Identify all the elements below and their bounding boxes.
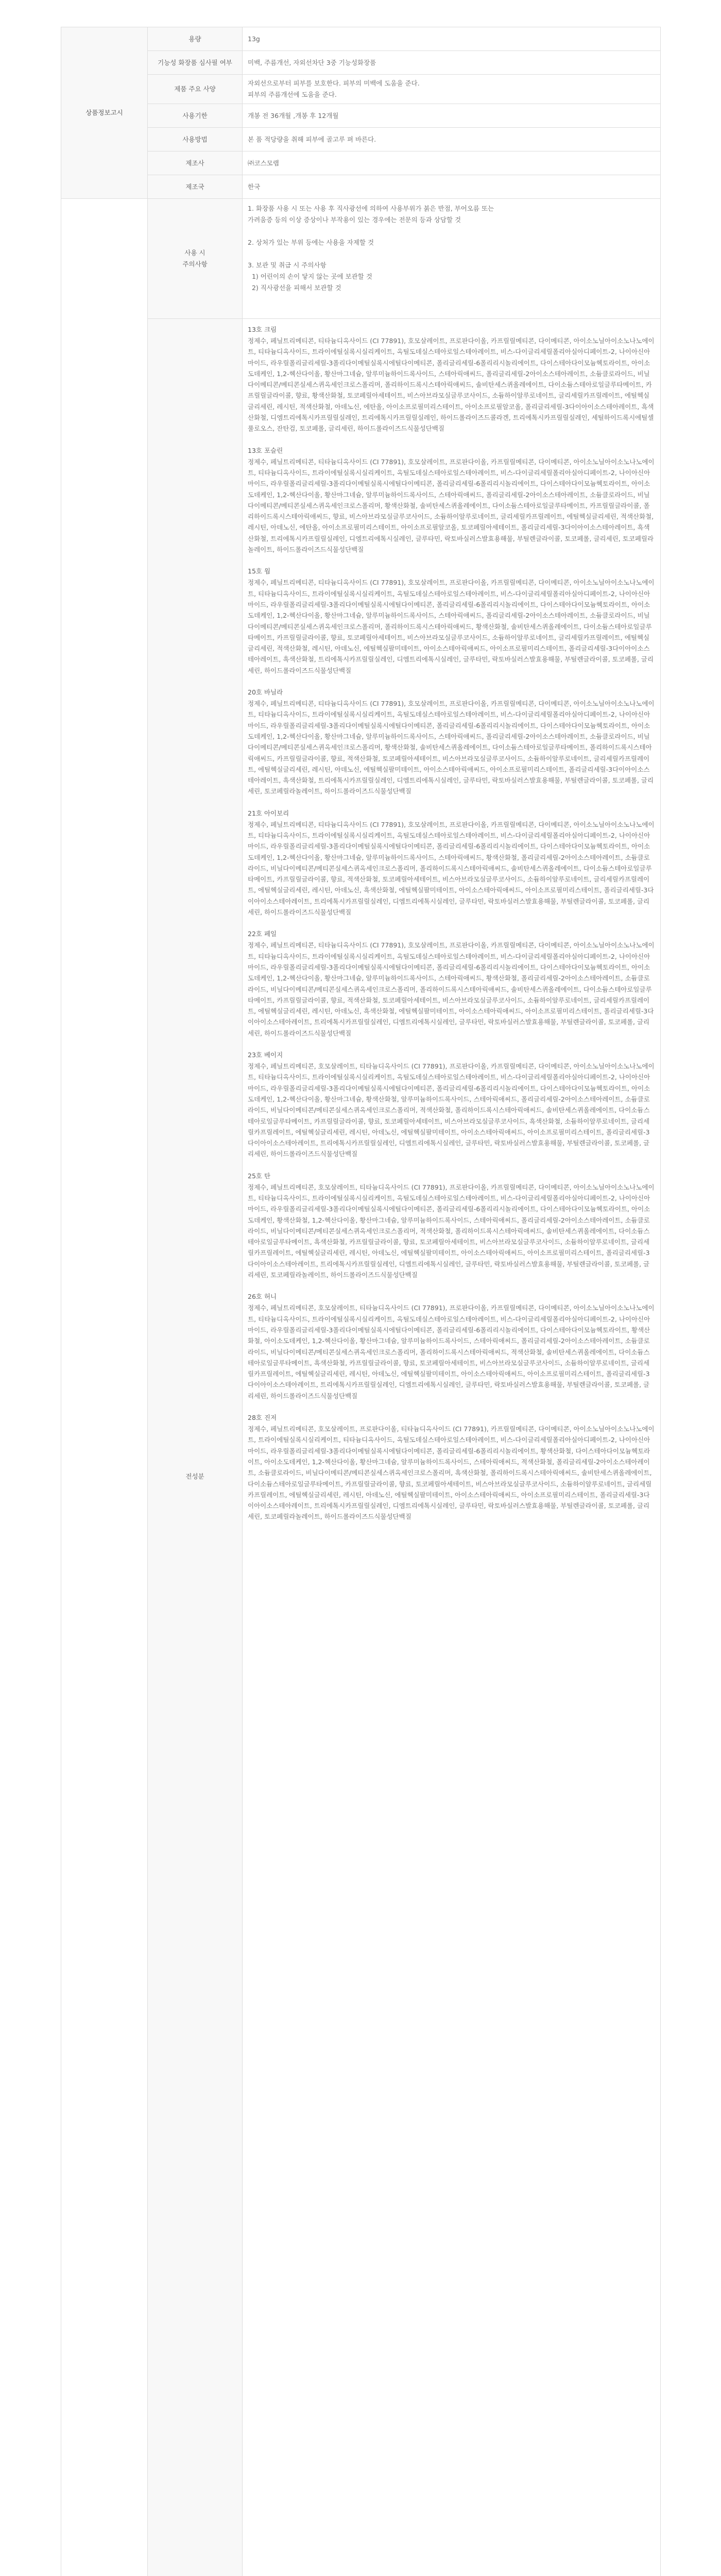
ingredient-block [248, 324, 655, 434]
country-label: 제조국 [148, 175, 243, 199]
row-usage [61, 128, 661, 151]
shade-ingredients: 정제수, 페닐트리메티콘, 호모살레이트, 티타늄디옥사이드 (CI 77891), 프로판다이올, 카프릴릴메티콘, 다이메티콘, 아이소노닐아이소노나노에이트, 티타늄디옥사이드, 트라이에틸실록시실리케이트, 옥틸도데실스테아로일스테아레이트, 비스-다이글리세릴폴리아실아디페이트-2, 나이아신아마이드, 라우릴폴리글리세릴-3폴리다이메틸실록시에틸다이메티콘, 폴리글리세릴-6폴리리시놀리에이트, 다이스테아다이모늄헥토라이트, 아이소도데케인, 황색산화철, 1,2-헥산다이올, 황산마그네슘, 알루미늄하이드록사이드, 스테아릭애씨드, 폴리글리세릴-2아이소스테아레이트, 소듐클로라이드, 비닐다이메티콘/메티콘실세스퀴옥세인크로스폴리머, 적색산화철, 폴리하이드록시스테아릭애씨드, 솔비탄세스퀴올레에이트, 다이소듐스테아로일글루타메이트, 흑색산화철, 카프릴릴글라이콜, 향료, 토코페릴아세테이트, 비스아브라모실글루코사이드, 소듐하이알루로네이트, 글리세릴카프릴레이트, 에틸헥실글리세린, 레시틴, 아데노신, 에틸헥실팔미테이트, 아이소스테아릭애씨드, 아이소프로필미리스테이트, 폴리글리세릴-3다이아이소스테아레이트, 트리에톡시카프릴릴실레인, 디엠트리에톡시실레인, 글루타민, 락토바실러스발효용해물, 부틸렌글라이콜, 토코페롤, 글리세린, 토코페릴라놀레이트, 하이드롤라이즈드식물성단백질 [248, 1183, 655, 1279]
usage-value: 본 품 적당량을 취해 피부에 골고루 펴 바른다. [243, 128, 661, 151]
shade-ingredients: 정제수, 페닐트리메티콘, 호모살레이트, 티타늄디옥사이드 (CI 77891), 프로판다이올, 카프릴릴메티콘, 다이메티콘, 아이소노닐아이소노나노에이트, 티타늄디옥사이드, 트라이에틸실록시실리케이트, 옥틸도데실스테아로일스테아레이트, 비스-다이글리세릴폴리아실아디페이트-2, 나이아신아마이드, 라우릴폴리글리세릴-3폴리다이메틸실록시에틸다이메티콘, 폴리글리세릴-6폴리리시놀리에이트, 다이스테아다이모늄헥토라이트, 아이소도데케인, 1,2-헥산다이올, 황산마그네슘, 황색산화철, 알루미늄하이드록사이드, 스테아릭애씨드, 폴리글리세릴-2아이소스테아레이트, 소듐클로라이드, 비닐다이메티콘/메티콘실세스퀴옥세인크로스폴리머, 적색산화철, 폴리하이드록시스테아릭애씨드, 솔비탄세스퀴올레에이트, 다이소듐스테아로일글루타메이트, 카프릴릴글라이콜, 향료, 토코페릴아세테이트, 비스아브라모실글루코사이드, 흑색산화철, 소듐하이알루로네이트, 글리세릴카프릴레이트, 에틸헥실글리세린, 레시틴, 아데노신, 에틸헥실팔미테이트, 아이소스테아릭애씨드, 아이소프로필미리스테이트, 폴리글리세릴-3다이아이소스테아레이트, 트리에톡시카프릴릴실레인, 디엠트리에톡시실레인, 글루타민, 락토바실러스발효용해물, 부틸렌글라이콜, 토코페롤, 글리세린, 하이드롤라이즈드식물성단백질 [248, 1062, 655, 1158]
shade-title: 22호 페일 [248, 930, 277, 938]
ingredients-list [243, 319, 661, 2576]
ingredient-block [248, 445, 655, 555]
row-manufacturer [61, 151, 661, 175]
shade-ingredients: 정제수, 페닐트리메티콘, 티타늄디옥사이드 (CI 77891), 호모살레이트, 프로판다이올, 카프릴릴메티콘, 다이메티콘, 아이소노닐아이소노나노에이트, 티타늄디옥사이드, 트라이에틸실록시실리케이트, 옥틸도데실스테아로일스테아레이트, 비스-다이글리세릴폴리아실아디페이트-2, 나이아신아마이드, 라우릴폴리글리세릴-3폴리다이메틸실록시에틸다이메티콘, 폴리글리세릴-6폴리리시놀리에이트, 다이스테아다이모늄헥토라이트, 아이소도데케인, 1,2-헥산다이올, 황산마그네슘, 알루미늄하이드록사이드, 스테아릭애씨드, 황색산화철, 폴리글리세릴-2아이소스테아레이트, 소듐클로라이드, 비닐다이메티콘/메티콘실세스퀴옥세인크로스폴리머, 폴리하이드록시스테아릭애씨드, 솔비탄세스퀴올레에이트, 다이소듐스테아로일글루타메이트, 카프릴릴글라이콜, 향료, 적색산화철, 토코페릴아세테이트, 비스아브라모실글루코사이드, 소듐하이알루로네이트, 글리세릴카프릴레이트, 에틸헥실글리세린, 레시틴, 아데노신, 흑색산화철, 에틸헥실팔미테이트, 아이소스테아릭애씨드, 아이소프로필미리스테이트, 폴리글리세릴-3다이아이소스테아레이트, 트리에톡시카프릴릴실레인, 디엠트리에톡시실레인, 글루타민, 락토바실러스발효용해물, 부틸렌글라이콜, 토코페롤, 글리세린, 하이드롤라이즈드식물성단백질 [248, 820, 655, 917]
capacity-label: 용량 [148, 27, 243, 51]
manufacturer-value: ㈜코스모랩 [243, 151, 661, 175]
shade-title: 13호 크림 [248, 326, 277, 333]
row-capacity [61, 27, 661, 51]
ingredient-block [248, 1412, 655, 1522]
main-spec-label: 제품 주요 사양 [148, 75, 243, 104]
usage-label: 사용방법 [148, 128, 243, 151]
blank-section-cell [61, 199, 148, 2576]
shade-ingredients: 정제수, 페닐트리메티콘, 티타늄디옥사이드 (CI 77891), 호모살레이트, 프로판다이올, 카프릴릴메티콘, 다이메티콘, 아이소노닐아이소노나노에이트, 티타늄디옥사이드, 트라이에틸실록시실리케이트, 옥틸도데실스테아로일스테아레이트, 비스-다이글리세릴폴리아실아디페이트-2, 나이아신아마이드, 라우릴폴리글리세릴-3폴리다이메틸실록시에틸다이메티콘, 폴리글리세릴-6폴리리시놀리에이트, 다이스테아다이모늄헥토라이트, 아이소도데케인, 1,2-헥산다이올, 황산마그네슘, 알루미늄하이드록사이드, 스테아릭애씨드, 폴리글리세릴-2아이소스테아레이트, 소듐클로라이드, 비닐다이메티콘/메티콘실세스퀴옥세인크로스폴리머, 폴리하이드록시스테아릭애씨드, 솔비탄세스퀴올레에이트, 다이소듐스테아로일글루타메이트, 카프릴릴글라이콜, 향료, 황색산화철, 토코페릴아세테이트, 비스아브라모실글루코사이드, 소듐하이알루로네이트, 글리세릴카프릴레이트, 에틸헥실글리세린, 레시틴, 적색산화철, 아데노신, 에탄올, 아이소프로필미리스테이트, 아이소프로필알코올, 폴리글리세릴-3다이아이소스테아레이트, 흑색산화철, 디엠트리에톡시카프릴릴실레인, 트리에톡시카프릴릴실레인, 하이드롤라이즈드콜라겐, 트리에톡시카프릴릴실레인, 세틸하이드록시에틸셀룰로오스, 잔탄검, 토코페롤, 글리세린, 하이드롤라이즈드식물성단백질 [248, 337, 655, 433]
ingredient-block [248, 566, 655, 676]
caution-text: 1. 화장품 사용 시 또는 사용 후 직사광선에 의하여 사용부위가 붉은 반점, 부어오름 또는 가려움증 등의 이상 증상이나 부작용이 있는 경우에는 전문의 등과 상담할 것 2. 상처가 있는 부위 등에는 사용을 자제할 것 3. 보관 및 취급 시 주의사항 1) 어린이의 손이 닿지 않는 곳에 보관할 것 2) 직사광선을 피해서 보관할 것 [243, 199, 661, 319]
expiry-value: 개봉 전 36개월 ,개봉 후 12개월 [243, 104, 661, 128]
shade-ingredients: 정제수, 페닐트리메티콘, 티타늄디옥사이드 (CI 77891), 호모살레이트, 프로판다이올, 카프릴릴메티콘, 다이메티콘, 아이소노닐아이소노나노에이트, 티타늄디옥사이드, 트라이에틸실록시실리케이트, 옥틸도데실스테아로일스테아레이트, 비스-다이글리세릴폴리아실아디페이트-2, 나이아신아마이드, 라우릴폴리글리세릴-3폴리다이메틸실록시에틸다이메티콘, 폴리글리세릴-6폴리리시놀리에이트, 다이스테아다이모늄헥토라이트, 아이소도데케인, 1,2-헥산다이올, 황산마그네슘, 알루미늄하이드록사이드, 스테아릭애씨드, 폴리글리세릴-2아이소스테아레이트, 소듐클로라이드, 비닐다이메티콘/메티콘실세스퀴옥세인크로스폴리머, 황색산화철, 솔비탄세스퀴올레에이트, 다이소듐스테아로일글루타메이트, 카프릴릴글라이콜, 폴리하이드록시스테아릭애씨드, 향료, 비스아브라모실글루코사이드, 소듐하이알루로네이트, 글리세릴카프릴레이트, 에틸헥실글리세린, 적색산화철, 레시틴, 아데노신, 에탄올, 아이소프로필미리스테이트, 아이소프로필알코올, 토코페릴아세테이트, 폴리글리세릴-3다이아이소스테아레이트, 흑색산화철, 트리에톡시카프릴릴실레인, 디엠트리에톡시실레인, 글루타민, 락토바실러스발효용해물, 부틸렌글라이콜, 토코페롤, 글리세린, 토코페릴라놀레이트, 하이드롤라이즈드식물성단백질 [248, 457, 655, 554]
row-main-spec [61, 75, 661, 104]
shade-title: 15호 웜 [248, 567, 271, 575]
row-functional-review [61, 51, 661, 75]
functional-review-value: 미백, 주름개선, 자외선차단 3중 기능성화장품 [243, 51, 661, 75]
ingredient-block [248, 1049, 655, 1160]
country-value: 한국 [243, 175, 661, 199]
row-caution [61, 199, 661, 319]
shade-title: 26호 허니 [248, 1293, 277, 1301]
shade-title: 20호 바닐라 [248, 688, 283, 697]
shade-ingredients: 정제수, 페닐트리메티콘, 호모살레이트, 프로판다이올, 티타늄디옥사이드 (CI 77891), 카프릴릴메티콘, 다이메티콘, 아이소노닐아이소노나노에이트, 트라이에틸실록시실리케이트, 티타늄디옥사이드, 옥틸도데실스테아로일스테아레이트, 비스-다이글리세릴폴리아실아디페이트-2, 나이아신아마이드, 라우릴폴리글리세릴-3폴리다이메틸실록시에틸다이메티콘, 폴리글리세릴-6폴리리시놀리에이트, 황색산화철, 다이스테아다이모늄헥토라이트, 아이소도데케인, 1,2-헥산다이올, 황산마그네슘, 알루미늄하이드록사이드, 스테아릭애씨드, 적색산화철, 폴리글리세릴-2아이소스테아레이트, 소듐클로라이드, 비닐다이메티콘/메티콘실세스퀴옥세인크로스폴리머, 흑색산화철, 폴리하이드록시스테아릭애씨드, 솔비탄세스퀴올레에이트, 다이소듐스테아로일글루타메이트, 카프릴릴글라이콜, 향료, 토코페릴아세테이트, 비스아브라모실글루코사이드, 소듐하이알루로네이트, 글리세릴카프릴레이트, 에틸헥실글리세린, 레시틴, 아데노신, 에틸헥실팔미테이트, 아이소스테아릭애씨드, 아이소프로필미리스테이트, 폴리글리세릴-3다이아이소스테아레이트, 트리에톡시카프릴릴실레인, 디엠트리에톡시실레인, 글루타민, 락토바실러스발효용해물, 부틸렌글라이콜, 토코페롤, 글리세린, 토코페릴라놀레이트, 하이드롤라이즈드식물성단백질 [248, 1425, 655, 1521]
shade-title: 13호 포슬린 [248, 446, 283, 454]
shade-title: 28호 진저 [248, 1414, 277, 1422]
ingredients-label: 전성분 [148, 319, 243, 2576]
shade-ingredients: 정제수, 페닐트리메티콘, 티타늄디옥사이드 (CI 77891), 호모살레이트, 프로판다이올, 카프릴릴메티콘, 다이메티콘, 아이소노닐아이소노나노에이트, 티타늄디옥사이드, 트라이에틸실록시실리케이트, 옥틸도데실스테아로일스테아레이트, 비스-다이글리세릴폴리아실아디페이트-2, 나이아신아마이드, 라우릴폴리글리세릴-3폴리다이메틸실록시에틸다이메티콘, 폴리글리세릴-6폴리리시놀리에이트, 다이스테아다이모늄헥토라이트, 아이소도데케인, 1,2-헥산다이올, 황산마그네슘, 알루미늄하이드록사이드, 스테아릭애씨드, 폴리글리세릴-2아이소스테아레이트, 소듐클로라이드, 비닐다이메티콘/메티콘실세스퀴옥세인크로스폴리머, 폴리하이드록시스테아릭애씨드, 황색산화철, 솔비탄세스퀴올레에이트, 다이소듐스테아로일글루타메이트, 카프릴릴글라이콜, 향료, 토코페릴아세테이트, 비스아브라모실글루코사이드, 소듐하이알루로네이트, 글리세릴카프릴레이트, 에틸헥실글리세린, 적색산화철, 레시틴, 아데노신, 에틸헥실팔미테이트, 아이소스테아릭애씨드, 아이소프로필미리스테이트, 폴리글리세릴-3다이아이소스테아레이트, 흑색산화철, 트리에톡시카프릴릴실레인, 디엠트리에톡시실레인, 글루타민, 락토바실러스발효용해물, 부틸렌글라이콜, 토코페롤, 글리세린, 하이드롤라이즈드식물성단백질 [248, 579, 655, 674]
main-spec-value: 자외선으로부터 피부를 보호한다. 피부의 미백에 도움을 준다. 피부의 주름개선에 도움을 준다. [243, 75, 661, 104]
functional-review-label: 기능성 화장품 심사필 여부 [148, 51, 243, 75]
row-expiry [61, 104, 661, 128]
shade-ingredients: 정제수, 페닐트리메티콘, 호모살레이트, 티타늄디옥사이드 (CI 77891), 프로판다이올, 카프릴릴메티콘, 다이메티콘, 아이소노닐아이소노나노에이트, 티타늄디옥사이드, 트라이에틸실록시실리케이트, 옥틸도데실스테아로일스테아레이트, 비스-다이글리세릴폴리아실아디페이트-2, 나이아신아마이드, 라우릴폴리글리세릴-3폴리다이메틸실록시에틸다이메티콘, 폴리글리세릴-6폴리리시놀리에이트, 다이스테아다이모늄헥토라이트, 황색산화철, 아이소도데케인, 1,2-헥산다이올, 황산마그네슘, 알루미늄하이드록사이드, 스테아릭애씨드, 폴리글리세릴-2아이소스테아레이트, 소듐클로라이드, 비닐다이메티콘/메티콘실세스퀴옥세인크로스폴리머, 폴리하이드록시스테아릭애씨드, 적색산화철, 솔비탄세스퀴올레에이트, 다이소듐스테아로일글루타메이트, 흑색산화철, 카프릴릴글라이콜, 향료, 토코페릴아세테이트, 비스아브라모실글루코사이드, 소듐하이알루로네이트, 글리세릴카프릴레이트, 에틸헥실글리세린, 레시틴, 아데노신, 에틸헥실팔미테이트, 아이소스테아릭애씨드, 아이소프로필미리스테이트, 폴리글리세릴-3다이아이소스테아레이트, 트리에톡시카프릴릴실레인, 디엠트리에톡시실레인, 글루타민, 락토바실러스발효용해물, 부틸렌글라이콜, 토코페롤, 글리세린, 하이드롤라이즈드식물성단백질 [248, 1304, 655, 1400]
product-info-table-container [61, 27, 661, 2576]
shade-title: 21호 아이보리 [248, 809, 289, 817]
ingredient-block [248, 687, 655, 797]
caution-label: 사용 시 주의사항 [148, 199, 243, 319]
ingredient-block [248, 1171, 655, 1281]
row-ingredients [61, 319, 661, 2576]
expiry-label: 사용기한 [148, 104, 243, 128]
row-country [61, 175, 661, 199]
capacity-value: 13g [243, 27, 661, 51]
product-info-table [61, 27, 661, 2576]
shade-ingredients: 정제수, 페닐트리메티콘, 티타늄디옥사이드 (CI 77891), 호모살레이트, 프로판다이올, 카프릴릴메티콘, 다이메티콘, 아이소노닐아이소노나노에이트, 티타늄디옥사이드, 트라이에틸실록시실리케이트, 옥틸도데실스테아로일스테아레이트, 비스-다이글리세릴폴리아실아디페이트-2, 나이아신아마이드, 라우릴폴리글리세릴-3폴리다이메틸실록시에틸다이메티콘, 폴리글리세릴-6폴리리시놀리에이트, 다이스테아다이모늄헥토라이트, 아이소도데케인, 1,2-헥산다이올, 황산마그네슘, 알루미늄하이드록사이드, 스테아릭애씨드, 황색산화철, 폴리글리세릴-2아이소스테아레이트, 소듐클로라이드, 비닐다이메티콘/메티콘실세스퀴옥세인크로스폴리머, 폴리하이드록시스테아릭애씨드, 솔비탄세스퀴올레에이트, 다이소듐스테아로일글루타메이트, 카프릴릴글라이콜, 향료, 적색산화철, 토코페릴아세테이트, 비스아브라모실글루코사이드, 소듐하이알루로네이트, 글리세릴카프릴레이트, 에틸헥실글리세린, 레시틴, 아데노신, 흑색산화철, 에틸헥실팔미테이트, 아이소스테아릭애씨드, 아이소프로필미리스테이트, 폴리글리세릴-3다이아이소스테아레이트, 트리에톡시카프릴릴실레인, 디엠트리에톡시실레인, 글루타민, 락토바실러스발효용해물, 부틸렌글라이콜, 토코페롤, 글리세린, 하이드롤라이즈드식물성단백질 [248, 941, 655, 1037]
shade-title: 23호 베이지 [248, 1051, 283, 1059]
ingredient-block [248, 928, 655, 1039]
shade-ingredients: 정제수, 페닐트리메티콘, 티타늄디옥사이드 (CI 77891), 호모살레이트, 프로판다이올, 카프릴릴메티콘, 다이메티콘, 아이소노닐아이소노나노에이트, 티타늄디옥사이드, 트라이에틸실록시실리케이트, 옥틸도데실스테아로일스테아레이트, 비스-다이글리세릴폴리아실아디페이트-2, 나이아신아마이드, 라우릴폴리글리세릴-3폴리다이메틸실록시에틸다이메티콘, 폴리글리세릴-6폴리리시놀리에이트, 다이스테아다이모늄헥토라이트, 아이소도데케인, 1,2-헥산다이올, 황산마그네슘, 알루미늄하이드록사이드, 스테아릭애씨드, 폴리글리세릴-2아이소스테아레이트, 소듐클로라이드, 비닐다이메티콘/메티콘실세스퀴옥세인크로스폴리머, 황색산화철, 솔비탄세스퀴올레에이트, 다이소듐스테아로일글루타메이트, 폴리하이드록시스테아릭애씨드, 카프릴릴글라이콜, 향료, 적색산화철, 토코페릴아세테이트, 비스아브라모실글루코사이드, 소듐하이알루로네이트, 글리세릴카프릴레이트, 에틸헥실글리세린, 레시틴, 아데노신, 에틸헥실팔미테이트, 아이소스테아릭애씨드, 아이소프로필미리스테이트, 폴리글리세릴-3다이아이소스테아레이트, 흑색산화철, 트리에톡시카프릴릴실레인, 디엠트리에톡시실레인, 글루타민, 락토바실러스발효용해물, 부틸렌글라이콜, 토코페롤, 글리세린, 토코페릴라놀레이트, 하이드롤라이즈드식물성단백질 [248, 700, 655, 795]
ingredient-block [248, 1291, 655, 1401]
shade-title: 25호 탄 [248, 1172, 271, 1180]
manufacturer-label: 제조사 [148, 151, 243, 175]
ingredient-block [248, 808, 655, 918]
section-label: 상품정보고시 [61, 27, 148, 199]
